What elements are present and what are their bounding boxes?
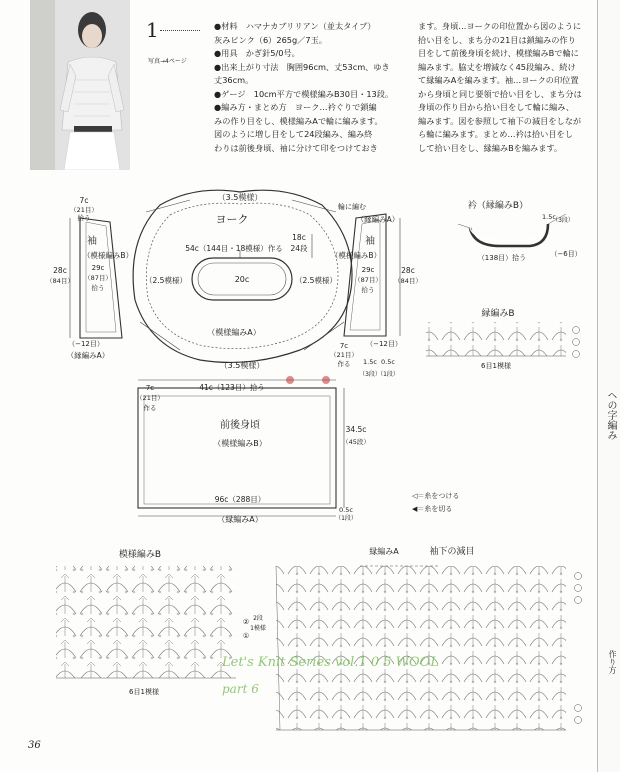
edging-b-chart (426, 307, 580, 370)
yoke-top-width: （3.5模様） (217, 193, 263, 202)
body-diagram (136, 376, 370, 524)
instruction-line: ら輪に編みます。まとめ…衿は拾い目をし (418, 129, 573, 139)
sleeve-top-pick: 拾う (77, 214, 91, 222)
pattern-b-row-note-b: 1模様 (250, 625, 266, 632)
instruction-line: 編みます。脇丈を増減なく45段編み、続け (418, 61, 576, 72)
edging-b-repeat: 6目1模様 (481, 362, 511, 370)
body-side-width: 7c (145, 384, 155, 392)
left-sleeve-diagram (46, 196, 133, 360)
right-sleeve-make-label: 作る (337, 360, 351, 368)
collar-title: 衿（縁編みB） (467, 201, 529, 211)
right-sleeve-length-rows: （84目） (394, 277, 422, 285)
right-sleeve-make-width: 7c (339, 342, 349, 350)
right-sleeve-inner-pick: 拾う (361, 286, 375, 294)
photo-reference: 写真→4ページ (148, 58, 187, 65)
collar-pick: （138目）拾う (477, 254, 527, 262)
yoke-side-right: （2.5模様） (295, 276, 337, 285)
yoke-neck-label: 54c（144目・18模様）作る (185, 244, 283, 253)
legend-attach: ◁＝糸をつける (412, 492, 460, 500)
yarn-legend (412, 491, 459, 513)
edging-a-title: 縁編みA (369, 547, 399, 556)
sleeve-inner-pick: 拾う (91, 284, 105, 292)
body-pattern: （模様編みB） (213, 439, 267, 448)
body-edging: （縁編みA） (217, 515, 263, 524)
materials-line: ●用具 かぎ針5/0号。 (214, 48, 300, 58)
collar-diagram (458, 199, 582, 262)
collar-dec: （−6目） (550, 250, 582, 258)
right-sleeve-edge1-rows: （3段） (359, 371, 381, 378)
pattern-number: 1 (146, 18, 159, 42)
yoke-side-left: （2.5模様） (145, 276, 187, 285)
sleeve-length: 28c (53, 266, 67, 275)
pattern-b-row-note-a: 2段 (253, 615, 263, 622)
sleeve-top-width: 7c (79, 196, 89, 205)
instruction-line: 編みます。図を参照して袖下の減目をしなが (418, 115, 582, 126)
materials-line: わりは前後身頃、袖に分けて印をつけておき (214, 142, 378, 153)
body-side-make: 作る (143, 404, 157, 412)
body-top-width: 41c（123目）拾う (199, 383, 265, 392)
legend-cut: ◀＝糸を切る (412, 505, 453, 513)
right-sleeve-edge2-rows: （1段） (377, 371, 399, 378)
edging-a-chart (276, 545, 582, 730)
yoke-bottom-width: （3.5模様） (219, 361, 265, 370)
yoke-depth: 18c (292, 233, 306, 242)
right-sleeve-cuff: （縁編みA） (356, 215, 400, 224)
sleeve-inner-rows: （87目） (84, 274, 112, 282)
yoke-rows: 24段 (290, 244, 308, 253)
right-sleeve-length: 28c (401, 266, 415, 275)
right-sleeve-inner-rows: （87目） (354, 276, 382, 284)
pattern-b-repeat: 6目1模様 (129, 688, 159, 696)
right-sleeve-make-stitches: （21目） (330, 351, 358, 359)
instruction-line: 拾い目をし、まち分の21目は鎖編みの作り (418, 34, 576, 45)
pattern-b-row-b: ① (242, 632, 250, 640)
right-sleeve-inner-length: 29c (361, 266, 375, 274)
sleeve-top-stitches: （21目） (70, 206, 98, 214)
materials-line: 図のように増し目をして24段編み、編み終 (214, 129, 373, 139)
materials-line: 丈36cm。 (214, 75, 254, 85)
materials-line: 灰みピンク（6）265g／7玉。 (214, 34, 327, 45)
body-edge: 0.5c (339, 506, 353, 514)
materials-line: ●材料 ハマナカブリリアン（並太タイプ） (214, 21, 376, 31)
yoke-inner-width: 20c (234, 275, 250, 284)
materials-line: ●出来上がり寸法 胸囲96cm、丈53cm、ゆき (214, 61, 390, 72)
watermark-series: Let's Knit Series vol.1 0 5 WOOL (222, 655, 439, 670)
instruction-line: て縁編みAを編みます。袖…ヨークの印位置 (418, 75, 579, 85)
sleeve-dec-title: 袖下の減目 (429, 547, 475, 557)
right-sleeve-edge1: 1.5c (363, 358, 377, 366)
right-sleeve-edge2: 0.5c (381, 358, 395, 366)
sleeve-cuff: （縁編みA） (66, 351, 110, 360)
edging-b-title: 縁編みB (481, 309, 515, 319)
body-height-rows: （45段） (342, 438, 370, 446)
side-index-bar (597, 0, 620, 772)
pattern-b-chart (56, 548, 266, 696)
pattern-b-title: 模様編みB (118, 550, 162, 560)
body-title: 前後身頃 (220, 420, 260, 431)
yoke-edging-note: 輪に編む (338, 203, 366, 211)
right-sleeve-pattern: （模様編みB） (330, 251, 382, 260)
materials-line: みの作り目をし、模様編みAで輪に編みます。 (214, 115, 383, 126)
sleeve-title: 袖 (87, 236, 97, 247)
sleeve-pattern: （模様編みB） (82, 251, 134, 260)
yoke-title: ヨーク (215, 213, 249, 226)
sleeve-inner-length: 29c (91, 264, 105, 272)
materials-line: ●編み方・まとめ方 ヨーク…衿ぐりで鎖編 (214, 102, 377, 112)
yoke-diagram (133, 190, 366, 370)
sleeve-length-rows: （84目） (46, 277, 74, 285)
right-sleeve-cuff-dec: （−12目） (366, 340, 402, 348)
page-number: 36 (28, 740, 41, 751)
instruction-line: ます。身頃…ヨークの印位置から図のように (418, 21, 582, 31)
instruction-line: して拾い目をし、縁編みBを編みます。 (418, 142, 563, 153)
instruction-line: 身頃の作り目から拾い目をして輪に編み、 (418, 102, 575, 112)
instruction-line: 目をして前後身頃を続け、模様編みBで輪に (418, 48, 579, 58)
collar-width: 1.5c (542, 213, 556, 221)
body-height: 34.5c (345, 425, 367, 434)
materials-line: ●ゲージ 10cm平方で模様編みB30目・13段。 (214, 88, 394, 99)
sleeve-cuff-dec: （−12目） (68, 340, 104, 348)
right-sleeve-title: 袖 (365, 236, 375, 247)
body-side-stitches: （21目） (136, 394, 164, 402)
body-bottom-width: 96c（288目） (214, 495, 266, 504)
collar-width-rows: （3段） (552, 217, 574, 224)
side-tab-label-2: 作り方 (608, 650, 617, 674)
right-sleeve-diagram (330, 214, 422, 378)
yoke-pattern: （模様編みA） (207, 328, 261, 337)
side-tab-label: ヘの字編み (605, 390, 616, 440)
instruction-line: から身頃と同じ要領で拾い目をし、まち分は (418, 88, 582, 99)
body-edge-rows: （1段） (335, 515, 357, 522)
watermark-part: part 6 (222, 682, 259, 696)
pattern-b-row-a: ② (242, 618, 250, 626)
